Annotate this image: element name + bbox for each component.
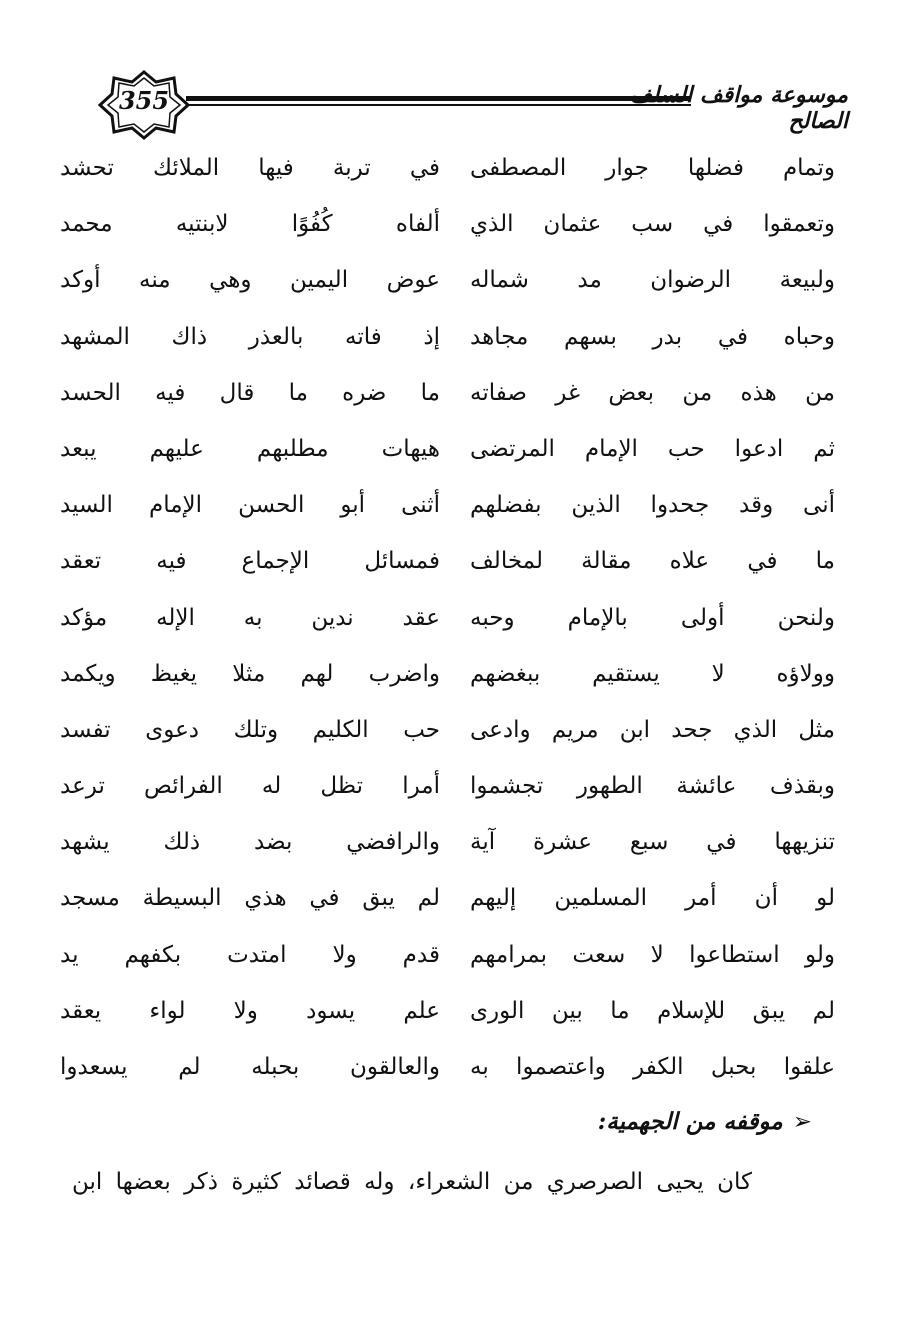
- verse-line: وبقذف عائشة الطهور تجشموا: [470, 773, 835, 800]
- verse-line: ولبيعة الرضوان مد شماله: [470, 267, 835, 294]
- poem-right-column: [470, 140, 835, 1095]
- verse-line: تنزيهها في سبع عشرة آية: [470, 829, 835, 856]
- section-heading: [470, 1108, 812, 1135]
- verse-line: عوض اليمين وهي منه أوكد: [60, 267, 440, 294]
- page-number: 355: [118, 86, 170, 115]
- verse-line: ما في علاه مقالة لمخالف: [470, 548, 835, 575]
- verse-line: لو أن أمر المسلمين إليهم: [470, 885, 835, 912]
- body-paragraph: كان يحيى الصرصري من الشعراء، وله قصائد كثيرة ذكر بعضها ابن: [72, 1169, 752, 1195]
- verse-line: قدم ولا امتدت بكفهم يد: [60, 941, 440, 968]
- verse-line: لم يبق في هذي البسيطة مسجد: [60, 885, 440, 912]
- verse-line: وولاؤه لا يستقيم ببغضهم: [470, 660, 835, 687]
- verse-line: وتمام فضلها جوار المصطفى: [470, 155, 835, 181]
- verse-line: علم يسود ولا لواء يعقد: [60, 997, 440, 1024]
- verse-line: وحباه في بدر بسهم مجاهد: [470, 323, 835, 350]
- verse-line: أثنى أبو الحسن الإمام السيد: [60, 492, 440, 519]
- verse-line: مثل الذي جحد ابن مريم وادعى: [470, 716, 835, 743]
- arrow-bullet-icon: ➢: [792, 1109, 812, 1135]
- verse-line: حب الكليم وتلك دعوى تفسد: [60, 716, 440, 743]
- section-heading-text: موقفه من الجهمية:: [597, 1108, 783, 1135]
- verse-line: علقوا بحبل الكفر واعتصموا به: [470, 1054, 835, 1080]
- verse-line: عقد ندين به الإله مؤكد: [60, 604, 440, 631]
- verse-line: ولنحن أولى بالإمام وحبه: [470, 604, 835, 631]
- verse-line: إذ فاته بالعذر ذاك المشهد: [60, 323, 440, 350]
- verse-line: فمسائل الإجماع فيه تعقد: [60, 548, 440, 575]
- verse-line: والعالقون بحبله لم يسعدوا: [60, 1054, 440, 1080]
- verse-line: أنى وقد جحدوا الذين بفضلهم: [470, 492, 835, 519]
- verse-line: ألفاه كُفُوًا لابنتيه محمد: [60, 211, 440, 238]
- page-number-badge: [98, 70, 190, 140]
- verse-line: واضرب لهم مثلا يغيظ ويكمد: [60, 660, 440, 687]
- verse-line: ما ضره ما قال فيه الحسد: [60, 379, 440, 406]
- verse-line: في تربة فيها الملائك تحشد: [60, 155, 440, 181]
- book-title: موسوعة مواقف السلف الصالح: [629, 82, 848, 134]
- page-header: [88, 62, 848, 132]
- verse-line: هيهات مطلبهم عليهم يبعد: [60, 435, 440, 462]
- verse-line: ثم ادعوا حب الإمام المرتضى: [470, 435, 835, 462]
- poem-left-column: [60, 140, 440, 1095]
- verse-line: ولو استطاعوا لا سعت بمرامهم: [470, 941, 835, 968]
- verse-line: من هذه من بعض غر صفاته: [470, 379, 835, 406]
- verse-line: أمرا تظل له الفرائص ترعد: [60, 773, 440, 800]
- verse-line: وتعمقوا في سب عثمان الذي: [470, 211, 835, 238]
- verse-line: والرافضي بضد ذلك يشهد: [60, 829, 440, 856]
- verse-line: لم يبق للإسلام ما بين الورى: [470, 997, 835, 1024]
